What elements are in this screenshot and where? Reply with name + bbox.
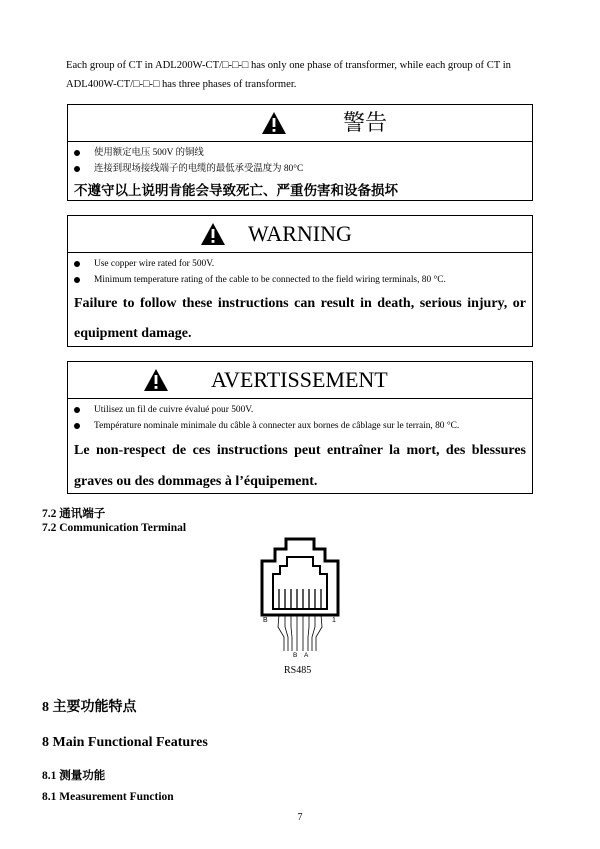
warning-title: WARNING [248,221,352,246]
section-heading-en: 8 Main Functional Features [42,735,208,750]
section-heading-cn: 8.1 测量功能 [42,770,106,782]
warning-item-list [68,399,532,434]
connector-label-right: 1 [332,617,336,624]
warning-box-english [67,215,533,347]
warning-item-list [68,142,532,177]
warning-item-list [68,253,532,288]
warning-item: Use copper wire rated for 500V. [68,256,532,272]
warning-triangle-icon [261,111,287,135]
section-heading-en: 8.1 Measurement Function [42,791,174,803]
section-heading-cn: 8 主要功能特点 [42,700,137,715]
warning-triangle-icon [200,222,226,246]
rs485-connector-diagram [240,535,360,665]
warning-consequence: Failure to follow these instructions can result in death, serious injury, or equipment damage. [74,296,526,341]
warning-item: 使用额定电压 500V 的铜线 [68,145,532,161]
intro-paragraph: Each group of CT in ADL200W-CT/□-□-□ has only one phase of transformer, while each group of CT in ADL400W-CT/□-□-□ has three phases of transformer. [66,60,511,90]
warning-item: Minimum temperature rating of the cable to be connected to the field wiring terminals, 80 °C. [68,272,532,288]
warning-consequence: Le non-respect de ces instructions peut entraîner la mort, des blessures graves ou des dommages à l’équipement. [74,443,526,489]
warning-title: 警告 [343,110,388,135]
warning-item: Utilisez un fil de cuivre évalué pour 500V. [68,402,532,418]
warning-item: Température nominale minimale du câble à connecter aux bornes de câblage sur le terrain, 80 °C. [68,418,532,434]
warning-box-header [68,362,532,399]
section-heading-en: 7.2 Communication Terminal [42,522,187,534]
warning-item: 连接到现场接线端子的电缆的最低承受温度为 80°C [68,161,532,177]
connector-label-a: A [304,652,309,659]
warning-box-header [68,105,532,142]
warning-box-french [67,361,533,494]
section-heading-cn: 7.2 通讯端子 [42,508,106,520]
warning-box-chinese [67,104,533,201]
page-number: 7 [297,812,303,823]
connector-label-b: B [293,652,298,659]
warning-title: AVERTISSEMENT [211,367,388,392]
connector-label-left: B [263,617,268,624]
warning-box-header [68,216,532,253]
warning-triangle-icon [143,368,169,392]
warning-consequence: 不遵守以上说明肯能会导致死亡、严重伤害和设备损坏 [74,183,398,198]
connector-caption: RS485 [284,665,312,676]
